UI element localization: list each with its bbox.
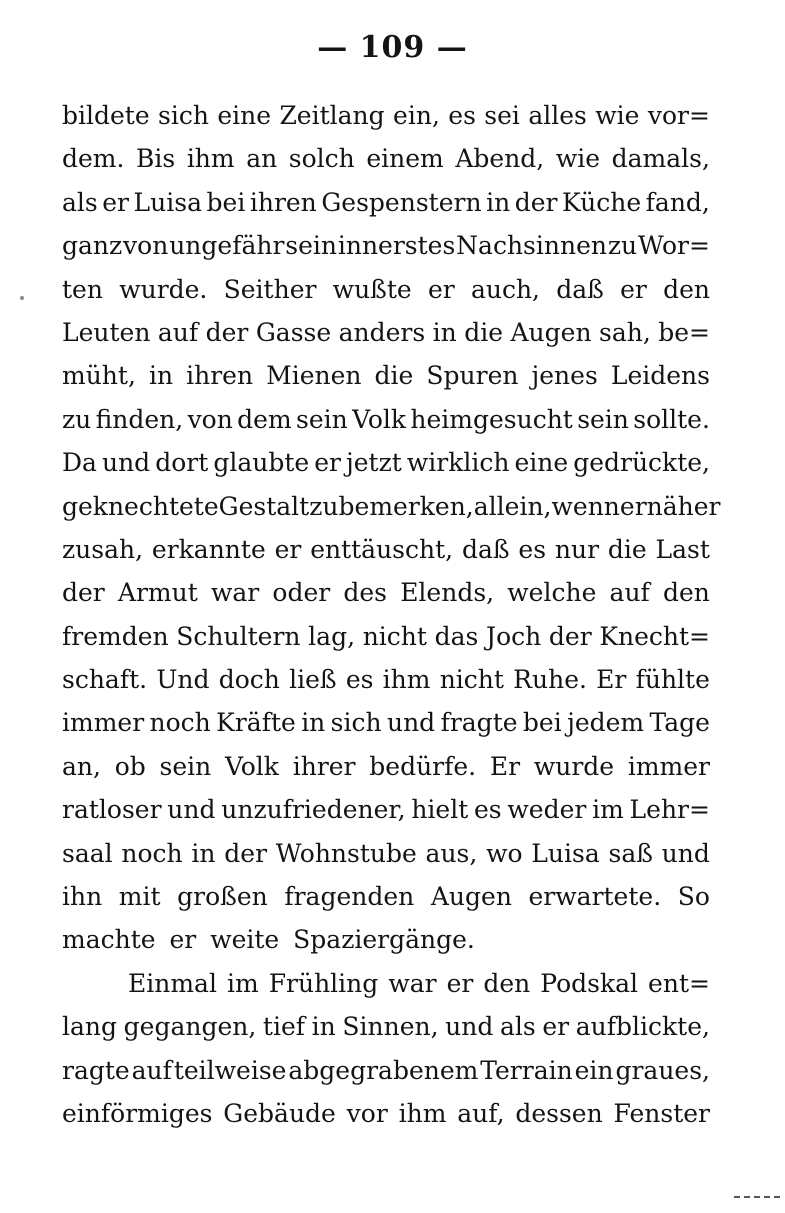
word: wurde.: [119, 274, 208, 304]
word: im: [592, 795, 624, 825]
word: fand,: [645, 187, 710, 217]
word: bei: [206, 187, 246, 217]
word: Gebäude: [223, 1098, 336, 1128]
word: gedrückte,: [573, 448, 710, 478]
text-line: machte er weite Spaziergänge.: [62, 925, 475, 955]
word: nur: [554, 534, 600, 564]
word: er: [619, 491, 647, 521]
word: dessen: [515, 1098, 603, 1128]
word: sein: [285, 231, 337, 261]
word: sollte.: [633, 404, 710, 434]
word: eine: [217, 101, 272, 130]
word: zu: [607, 231, 638, 261]
word: sein: [159, 751, 212, 781]
word: Gespenstern: [321, 187, 482, 217]
word: Fenster: [613, 1098, 710, 1128]
word: Volk: [225, 751, 279, 781]
word: er: [427, 274, 455, 304]
word: der: [224, 838, 268, 868]
word: wie: [595, 101, 640, 130]
word: saal: [62, 838, 113, 868]
word: Lehr=: [629, 795, 710, 825]
word: er: [446, 968, 474, 998]
word: sein: [296, 404, 348, 434]
word: zu: [62, 404, 92, 434]
word: Kräfte: [216, 708, 296, 738]
word: bildete: [62, 101, 150, 130]
word: und: [661, 838, 710, 868]
text-line: [62, 571, 710, 614]
word: Wor=: [637, 231, 710, 261]
text-line: [62, 1005, 710, 1048]
word: auf,: [457, 1098, 505, 1128]
word: Bis: [136, 144, 176, 174]
word: Luisa: [133, 187, 202, 217]
word: in: [301, 708, 326, 738]
body-text: [62, 94, 721, 1135]
word: von: [187, 404, 233, 434]
text-line: [62, 1092, 710, 1135]
word: abgegrabenem: [288, 1055, 479, 1085]
word: an,: [62, 751, 101, 781]
word: jenes: [531, 361, 598, 391]
word: Frühling: [268, 968, 379, 998]
word: wo: [486, 838, 523, 868]
word: bemerken,: [338, 491, 474, 521]
word: war: [388, 968, 437, 998]
word: ungefähr: [169, 231, 285, 261]
word: dort: [155, 448, 209, 478]
word: wußte: [332, 274, 412, 304]
word: es: [345, 665, 374, 695]
word: Gasse: [255, 317, 332, 347]
word: Volk: [352, 404, 407, 434]
word: auf: [609, 578, 650, 608]
word: ratloser: [62, 795, 162, 825]
word: Ruhe.: [513, 665, 587, 695]
word: in: [148, 361, 174, 391]
word: er: [274, 534, 302, 564]
word: dem: [237, 404, 292, 434]
word: noch: [149, 708, 211, 738]
text-line: [62, 745, 710, 788]
word: Joch: [486, 621, 542, 651]
word: daß: [556, 274, 604, 304]
word: ihrer: [292, 751, 356, 781]
word: die: [464, 317, 504, 347]
word: sah,: [599, 317, 651, 347]
text-line: [62, 615, 710, 658]
text-line: [62, 701, 710, 744]
word: von: [123, 231, 169, 261]
word: gegangen,: [123, 1012, 257, 1042]
word: hielt: [411, 795, 469, 825]
text-line: [62, 224, 710, 267]
word: wenn: [551, 491, 620, 521]
word: fühlte: [635, 665, 710, 695]
word: alles: [528, 101, 587, 130]
word: ob: [114, 751, 146, 781]
word: tief: [262, 1012, 306, 1042]
word: ihm: [398, 1098, 447, 1128]
word: daß: [461, 534, 510, 564]
word: Armut: [117, 578, 198, 608]
word: Einmal: [128, 968, 217, 998]
word: Knecht=: [599, 621, 710, 651]
word: einförmiges: [62, 1098, 213, 1128]
word: vor=: [647, 101, 710, 130]
word: die: [374, 361, 414, 391]
word: Nachsinnen: [456, 231, 607, 261]
word: immer: [627, 751, 710, 781]
word: ihn: [62, 882, 103, 912]
word: Küche: [562, 187, 642, 217]
word: er: [102, 187, 130, 217]
word: Sinnen,: [342, 1012, 439, 1042]
word: im: [226, 968, 259, 998]
word: weder: [507, 795, 587, 825]
word: Terrain: [480, 1055, 573, 1085]
word: Spuren: [426, 361, 519, 391]
word: ließ: [289, 665, 337, 695]
word: der: [548, 621, 592, 651]
text-line: [62, 875, 710, 918]
word: damals,: [611, 144, 710, 174]
text-line: [62, 528, 710, 571]
word: glaubte: [213, 448, 310, 478]
text-line: [62, 311, 710, 354]
word: Und: [156, 665, 210, 695]
word: ent=: [648, 968, 710, 998]
word: fragte: [440, 708, 518, 738]
word: aufblickte,: [575, 1012, 710, 1042]
word: So: [677, 882, 710, 912]
word: noch: [121, 838, 183, 868]
word: bedürfe.: [369, 751, 477, 781]
word: Last: [655, 534, 710, 564]
word: zusah,: [62, 534, 144, 564]
word: Elends,: [400, 578, 495, 608]
word: Er: [489, 751, 521, 781]
word: teilweise: [173, 1055, 287, 1085]
word: Wohnstube: [275, 838, 417, 868]
word: als: [62, 187, 98, 217]
word: Abend,: [455, 144, 545, 174]
word: wurde: [533, 751, 615, 781]
text-line: [62, 1049, 710, 1092]
word: Leidens: [610, 361, 710, 391]
word: müht,: [62, 361, 136, 391]
word: großen: [177, 882, 268, 912]
word: lang: [62, 1012, 118, 1042]
text-line: [62, 832, 710, 875]
text-line: [62, 94, 710, 137]
word: und: [445, 1012, 494, 1042]
word: bei: [522, 708, 562, 738]
text-line: [62, 181, 710, 224]
word: nicht: [439, 665, 504, 695]
word: vor: [346, 1098, 388, 1128]
word: als: [500, 1012, 536, 1042]
word: doch: [218, 665, 280, 695]
text-line: [62, 441, 710, 484]
word: nicht: [362, 621, 427, 651]
word: unzufriedener,: [221, 795, 406, 825]
word: zu: [309, 491, 339, 521]
word: es: [474, 795, 502, 825]
word: ein: [574, 1055, 614, 1085]
word: fremden: [62, 621, 169, 651]
word: der: [205, 317, 249, 347]
word: Gestalt: [218, 491, 310, 521]
word: und: [167, 795, 216, 825]
word: und: [101, 448, 151, 478]
word: sei: [484, 101, 520, 130]
word: Seither: [223, 274, 317, 304]
word: mit: [118, 882, 161, 912]
word: anders: [338, 317, 426, 347]
word: ihm: [382, 665, 431, 695]
word: sich: [158, 101, 209, 130]
word: war: [210, 578, 260, 608]
word: Luisa: [531, 838, 600, 868]
word: welche: [507, 578, 597, 608]
word: Zeitlang: [279, 101, 385, 130]
word: aus,: [425, 838, 478, 868]
word: Leuten: [62, 317, 151, 347]
word: und: [386, 708, 436, 738]
text-line: [62, 354, 710, 397]
word: allein,: [473, 491, 552, 521]
word: ragte: [62, 1055, 130, 1085]
text-line: [62, 962, 710, 1005]
word: saß: [608, 838, 653, 868]
word: enttäuscht,: [310, 534, 454, 564]
word: finden,: [95, 404, 184, 434]
word: das: [434, 621, 479, 651]
word: ihren: [186, 361, 254, 391]
word: den: [483, 968, 531, 998]
page-number-header: — 109 —: [317, 30, 468, 65]
word: die: [607, 534, 647, 564]
text-line: [62, 268, 710, 311]
word: der: [514, 187, 558, 217]
word: in: [191, 838, 216, 868]
word: geknechtete: [62, 491, 219, 521]
word: Schultern: [176, 621, 301, 651]
word: ihren: [249, 187, 317, 217]
word: eine: [514, 448, 569, 478]
word: den: [662, 578, 710, 608]
scan-edge-mark: [734, 1196, 780, 1198]
text-line: [62, 485, 721, 528]
text-line: [62, 398, 710, 441]
word: Tage: [649, 708, 710, 738]
word: ein,: [393, 101, 440, 130]
word: es: [448, 101, 476, 130]
word: oder: [272, 578, 331, 608]
word: solch: [288, 144, 355, 174]
word: lag,: [308, 621, 356, 651]
word: wirklich: [406, 448, 510, 478]
word: in: [486, 187, 511, 217]
word: sein: [577, 404, 629, 434]
word: erkannte: [151, 534, 266, 564]
word: des: [343, 578, 388, 608]
word: Augen: [510, 317, 592, 347]
word: ganz: [62, 231, 123, 261]
word: näher: [646, 491, 721, 521]
word: graues,: [615, 1055, 710, 1085]
word: er: [542, 1012, 570, 1042]
word: sich: [330, 708, 382, 738]
word: heimgesucht: [410, 404, 573, 434]
text-line: [62, 137, 710, 180]
text-line: [62, 658, 710, 701]
text-line: [62, 788, 710, 831]
word: jedem: [567, 708, 645, 738]
word: dem.: [62, 144, 125, 174]
word: fragenden: [284, 882, 415, 912]
word: Augen: [430, 882, 512, 912]
word: Podskal: [540, 968, 639, 998]
word: auch,: [470, 274, 540, 304]
word: einem: [366, 144, 444, 174]
word: immer: [62, 708, 145, 738]
word: ihm: [186, 144, 235, 174]
word: auf: [157, 317, 199, 347]
word: in: [432, 317, 457, 347]
word: auf: [131, 1055, 172, 1085]
word: es: [518, 534, 547, 564]
word: er: [314, 448, 341, 478]
word: an: [246, 144, 278, 174]
word: erwartete.: [528, 882, 662, 912]
stray-ink-mark: [20, 296, 24, 300]
word: den: [663, 274, 710, 304]
word: be=: [658, 317, 710, 347]
word: in: [311, 1012, 336, 1042]
word: innerstes: [337, 231, 456, 261]
word: der: [62, 578, 105, 608]
word: wie: [555, 144, 601, 174]
word: jetzt: [346, 448, 402, 478]
word: ten: [62, 274, 103, 304]
word: Mienen: [266, 361, 362, 391]
word: Er: [596, 665, 627, 695]
word: er: [620, 274, 647, 304]
word: schaft.: [62, 665, 148, 695]
word: Da: [62, 448, 97, 478]
